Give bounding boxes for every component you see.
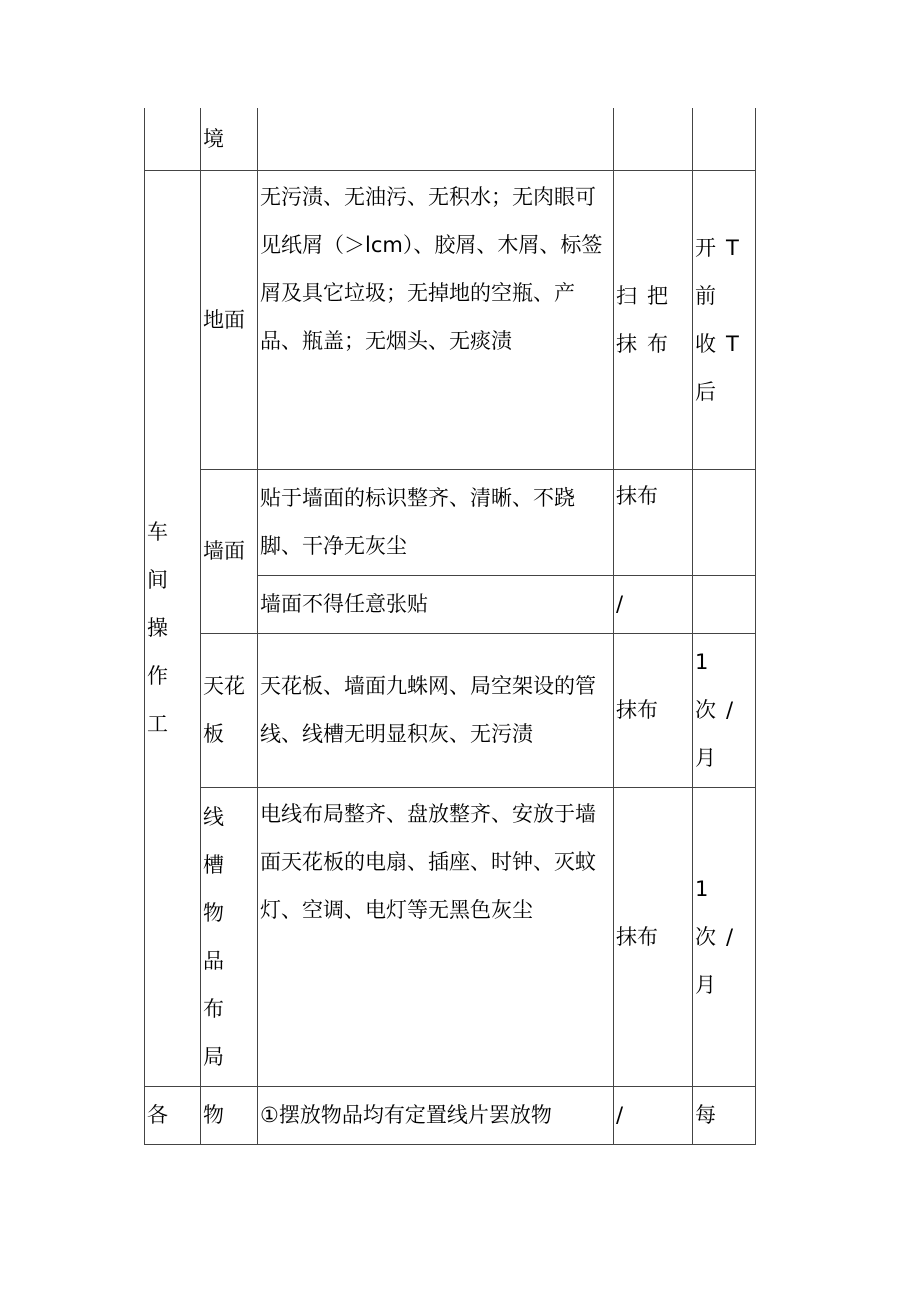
role-cell: 车间操作工 [145,170,201,1086]
standard-cell: 无污渍、无油污、无积水；无肉眼可见纸屑（＞lcm）、胶屑、木屑、标签屑及具它垃圾；无掉地的空瓶、产品、瓶盖；无烟头、无痰渍 [258,170,614,469]
frequency-cell [693,575,756,633]
role-cell: 各 [145,1086,201,1144]
area-cell: 线槽物品布局 [201,787,258,1086]
frequency-cell: 1次/月 [693,787,756,1086]
tool-cell: / [614,575,693,633]
tool-cell: 抹布 [614,787,693,1086]
frequency-cell: 开T前收T后 [693,170,756,469]
table-row [145,1086,756,1144]
tool-cell: 抹布 [614,633,693,787]
area-cell: 天花板 [201,633,258,787]
table-row [145,787,756,1086]
tool-cell: 扫把抹布 [614,170,693,469]
table-row [145,469,756,575]
area-cell: 地面 [201,170,258,469]
area-cell: 墙面 [201,469,258,633]
standard-cell: 墙面不得任意张贴 [258,575,614,633]
standard-cell: ①摆放物品均有定置线片罢放物 [258,1086,614,1144]
standard-cell [258,108,614,170]
area-cell: 境 [201,108,258,170]
tool-cell: / [614,1086,693,1144]
tool-cell [614,108,693,170]
table-row [145,633,756,787]
area-cell: 物 [201,1086,258,1144]
tool-cell: 抹布 [614,469,693,575]
table-row [145,108,756,170]
cleaning-standards-table [144,108,756,1145]
frequency-cell: 每 [693,1086,756,1144]
standard-cell: 天花板、墙面九蛛网、局空架设的管线、线槽无明显积灰、无污渍 [258,633,614,787]
table-row [145,170,756,469]
standard-cell: 贴于墙面的标识整齐、清晰、不跷脚、干净无灰尘 [258,469,614,575]
role-cell [145,108,201,170]
frequency-cell [693,469,756,575]
frequency-cell [693,108,756,170]
frequency-cell: 1次/月 [693,633,756,787]
standard-cell: 电线布局整齐、盘放整齐、安放于墙面天花板的电扇、插座、时钟、灭蚊灯、空调、电灯等无黑色灰尘 [258,787,614,1086]
